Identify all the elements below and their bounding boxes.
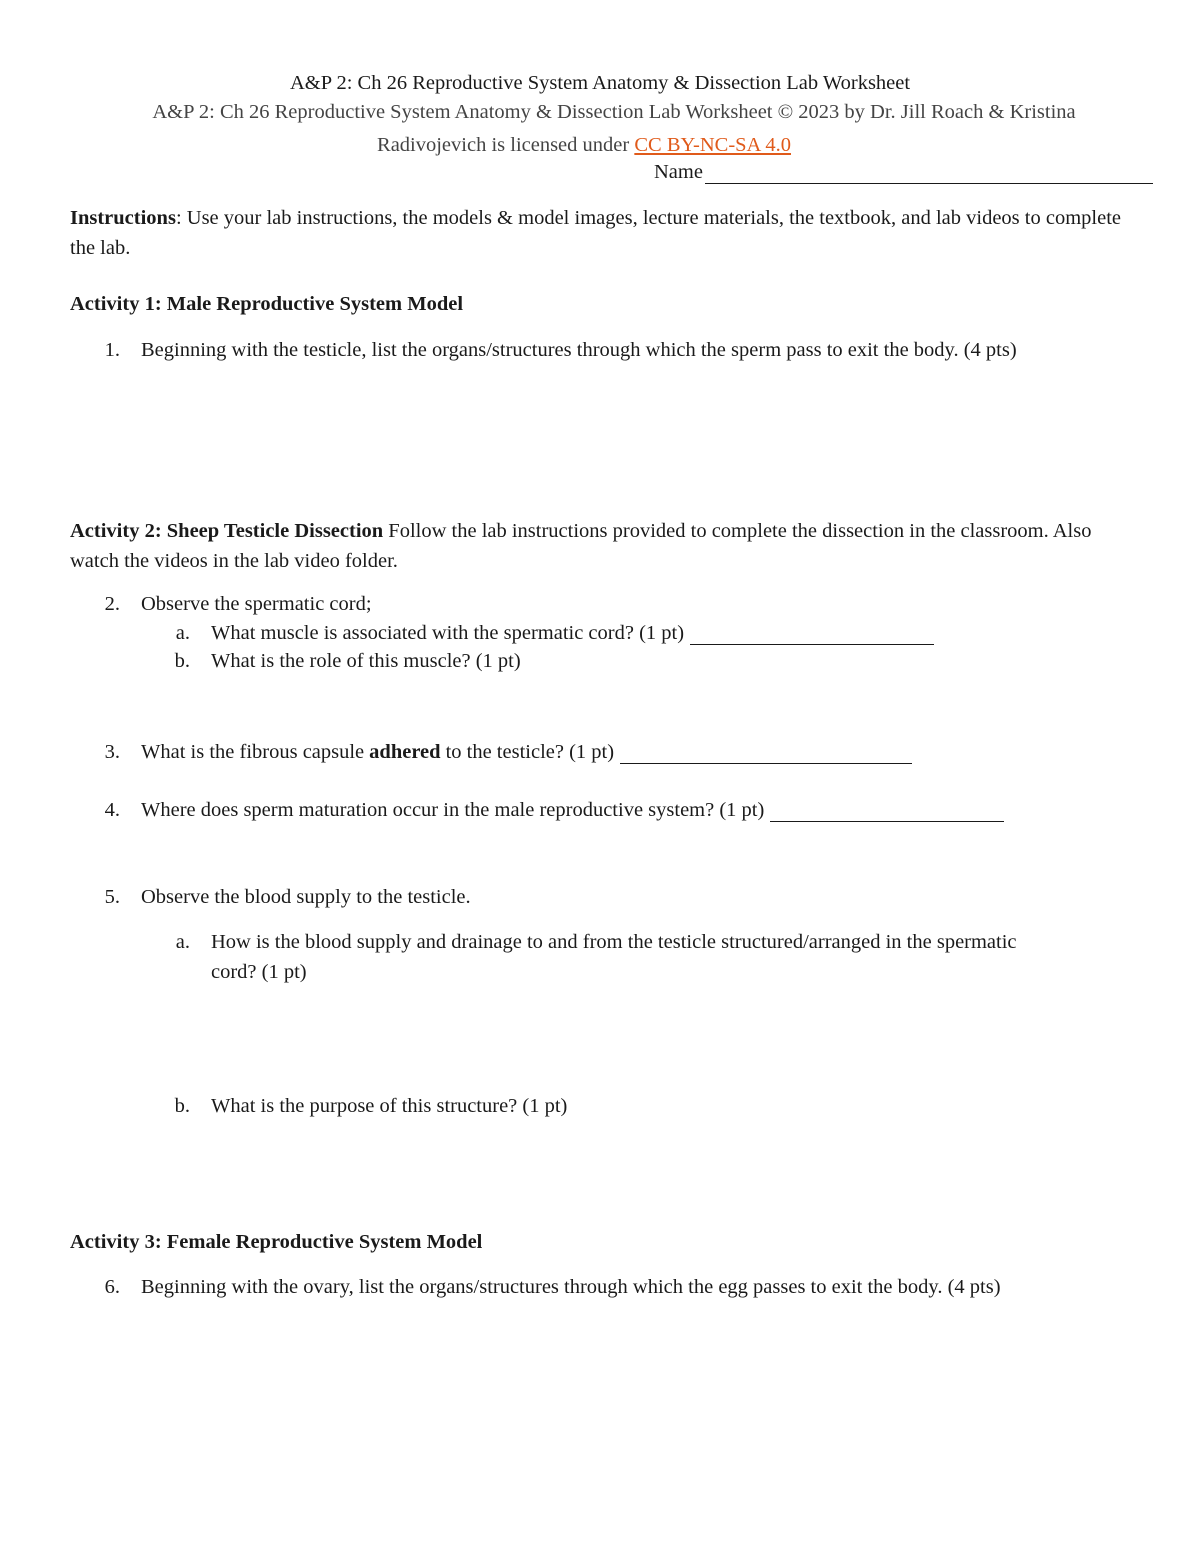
license-link[interactable]: CC BY-NC-SA 4.0 <box>634 134 791 156</box>
license-prefix: Radivojevich is licensed under <box>377 134 635 156</box>
question-1-text: Beginning with the testicle, list the organs/structures through which the sperm pass to exit the body. (4 pts) <box>141 339 1017 361</box>
worksheet-title: A&P 2: Ch 26 Reproductive System Anatomy & Dissection Lab Worksheet <box>289 72 911 94</box>
question-5a-letter: a. <box>175 931 190 953</box>
question-3-text-after: to the testicle? (1 pt) <box>445 741 615 763</box>
answer-2a-blank[interactable] <box>690 624 934 645</box>
activity-3-title: Activity 3: Female Reproductive System Model <box>70 1231 483 1253</box>
question-3-bold: adhered <box>369 741 441 763</box>
question-2a-letter: a. <box>175 622 190 644</box>
question-5a-line-2: cord? (1 pt) <box>211 961 307 983</box>
question-5a-line-1: How is the blood supply and drainage to and from the testicle structured/arranged in the spermatic <box>211 931 1017 953</box>
answer-4-blank[interactable] <box>770 801 1004 822</box>
question-2-text: Observe the spermatic cord; <box>141 593 372 615</box>
question-2-number: 2. <box>104 593 120 615</box>
answer-3-blank[interactable] <box>620 743 912 764</box>
license-line-2 <box>0 134 1168 157</box>
question-2b-text: What is the role of this muscle? (1 pt) <box>211 650 521 672</box>
question-4-text: Where does sperm maturation occur in the male reproductive system? (1 pt) <box>141 799 765 821</box>
name-blank[interactable] <box>705 163 1153 184</box>
question-5b-letter: b. <box>174 1095 190 1117</box>
question-6-text: Beginning with the ovary, list the organs/structures through which the egg passes to exit the body. (4 pts) <box>141 1276 1001 1298</box>
instructions-paragraph <box>70 203 1130 263</box>
question-2a-text: What muscle is associated with the spermatic cord? (1 pt) <box>211 622 685 644</box>
question-2b-letter: b. <box>174 650 190 672</box>
name-label: Name <box>654 161 703 183</box>
activity-2-intro: Follow the lab instructions provided to complete the dissection in the classroom. Also watch the videos in the lab video folder. <box>70 520 1092 572</box>
instructions-text: : Use your lab instructions, the models & model images, lecture materials, the textbook, and lab videos to complete the lab. <box>70 207 1121 259</box>
question-3-number: 3. <box>104 741 120 763</box>
activity-2-title: Activity 2: Sheep Testicle Dissection <box>70 520 384 542</box>
question-5b-text: What is the purpose of this structure? (1 pt) <box>211 1095 568 1117</box>
question-5-number: 5. <box>104 886 120 908</box>
question-3-text-before: What is the fibrous capsule <box>141 741 365 763</box>
question-6-number: 6. <box>104 1276 120 1298</box>
question-1-number: 1. <box>104 339 120 361</box>
question-4-number: 4. <box>104 799 120 821</box>
activity-2-paragraph <box>70 516 1130 576</box>
question-5-text: Observe the blood supply to the testicle. <box>141 886 471 908</box>
activity-1-title: Activity 1: Male Reproductive System Model <box>70 293 464 315</box>
instructions-label: Instructions <box>70 207 176 229</box>
license-line-1: A&P 2: Ch 26 Reproductive System Anatomy & Dissection Lab Worksheet © 2023 by Dr. Jill Roach & Kristina <box>152 101 1076 123</box>
name-field <box>654 161 1153 184</box>
